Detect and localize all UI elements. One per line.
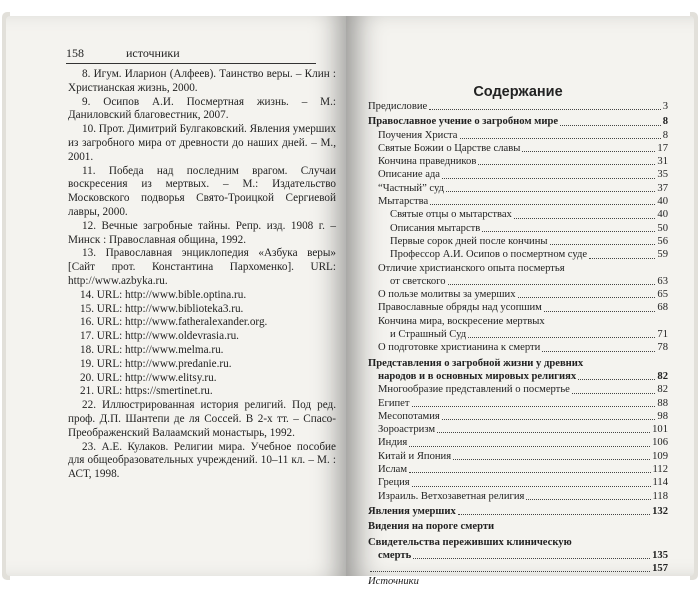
toc-page-number: 135 [652,549,668,561]
toc-page-number: 59 [657,249,668,261]
toc-leader-dots [589,258,655,259]
reference-item: 11. Победа над последним врагом. Случаи воскресения из мертвых. – М.: Издательство Московского подворья Свято-Троицкой Сергиевой лавры, 2000. [68,164,336,218]
toc-leader-dots [370,571,650,572]
reference-item: 20. URL: http://www.elitsy.ru. [80,371,217,384]
toc-entry[interactable] [368,505,668,518]
reference-item: 16. URL: http://www.fatheralexander.org. [80,316,268,329]
toc-entry[interactable] [368,370,668,383]
toc-entry-title: от светского [390,275,446,287]
toc-leader-dots [560,125,661,126]
toc-entry[interactable] [368,450,668,463]
toc-page-number: 3 [662,101,668,112]
toc-page-number: 50 [657,222,668,234]
toc-leader-dots [478,164,655,165]
toc-leader-dots [442,419,656,420]
toc-entry[interactable] [368,195,668,208]
toc-leader-dots [572,393,656,394]
toc-entry-title: Кончина праведников [378,156,477,168]
toc-entry[interactable] [368,328,668,341]
toc-leader-dots [409,446,650,447]
toc-entry[interactable] [368,155,668,168]
toc-entry-title: Египет [378,397,410,409]
toc-page-number: 106 [652,437,668,449]
toc-entry[interactable] [368,463,668,476]
reference-item: 8. Игум. Иларион (Алфеев). Таинство веры. – Клин : Христианская жизнь, 2000. [68,68,336,94]
toc-page-number: 56 [657,235,668,247]
reference-item: 13. Православная энциклопедия «Азбука веры» [Сайт прот. Константина Пархоменко]. URL: http://www.azbyka.ru. [68,247,336,287]
toc-page-number: 35 [657,169,668,181]
toc-entry[interactable] [368,301,668,314]
toc-entry-title: Описание ада [378,169,441,181]
toc-entry[interactable] [368,490,668,503]
toc-leader-dots [413,558,650,559]
toc-page-number: 37 [657,182,668,194]
reference-item: 18. URL: http://www.melma.ru. [80,343,224,356]
toc-leader-dots [482,231,655,232]
toc-leader-dots [460,138,661,139]
toc-leader-dots [550,244,656,245]
reference-item: 12. Вечные загробные тайны. Репр. изд. 1908 г. – Минск : Православная община, 1992. [68,219,336,246]
toc-leader-dots [446,191,655,192]
toc-page-number: 8 [662,129,668,141]
toc-entry-title: Представления о загробной жизни у древних [368,357,584,369]
running-head [66,46,316,64]
toc-page-number: 82 [657,384,668,396]
toc-entry-title: Отличие христианского опыта посмертья [378,262,565,274]
reference-item: 17. URL: http://www.oldevrasia.ru. [80,330,239,343]
toc-entry-title: Святые Божии о Царстве славы [378,142,521,154]
reference-item: 23. А.Е. Кулаков. Религии мира. Учебное пособие для общеобразовательных учреждений. 10–11 кл. – М. : АСТ, 1998. [68,440,336,481]
reference-item: 21. URL: https://smertinet.ru. [80,385,213,398]
toc-entry[interactable] [368,129,668,142]
toc-leader-dots [437,432,650,433]
toc-entry-title: Первые сорок дней после кончины [390,235,548,247]
toc-entry-title: Израиль. Ветхозаветная религия [378,490,525,502]
toc-entry[interactable] [368,549,668,562]
toc-entry[interactable] [368,410,668,423]
toc-entry-title: Греция [378,477,410,489]
toc-page-number: 8 [662,116,668,128]
reference-item: 14. URL: http://www.bible.optina.ru. [80,288,247,301]
toc-page-number: 40 [657,196,668,208]
toc-entry[interactable] [368,208,668,221]
toc-page-number: 31 [657,156,668,168]
toc-entry[interactable] [368,423,668,436]
toc-page-number: 114 [652,477,668,489]
toc-leader-dots [544,311,656,312]
toc-entry[interactable] [368,436,668,449]
toc-leader-dots [578,379,655,380]
toc-page-number: 82 [657,370,668,382]
toc-entry[interactable] [368,341,668,354]
references-list [68,68,336,482]
running-head-title: источники [126,46,180,60]
toc-entry[interactable] [368,520,668,533]
toc-leader-dots [442,178,655,179]
toc-leader-dots [518,297,656,298]
toc-entry[interactable] [368,383,668,396]
toc-entry[interactable] [368,562,668,575]
left-page [6,16,346,576]
reference-item: 15. URL: http://www.biblioteka3.ru. [80,302,244,315]
toc-page-number: 63 [657,275,668,287]
toc-leader-dots [430,204,655,205]
toc-entry[interactable] [368,575,668,588]
toc-page-number: 40 [657,209,668,221]
toc-entry[interactable] [368,182,668,195]
reference-item: 10. Прот. Димитрий Булгаковский. Явления умерших из загробного мира от древности до наших дней. – М., 2001. [68,123,336,163]
toc-page-number: 132 [652,505,668,517]
right-page [346,16,694,588]
toc-leader-dots [409,472,650,473]
toc-entry[interactable] [368,168,668,181]
open-book [6,6,694,588]
toc-entry[interactable] [368,536,668,549]
toc-entry-title: О пользе молитвы за умерших [378,289,516,301]
toc-entry-title: “Частный” суд [378,182,445,194]
toc-entry-title: Поучения Христа [378,129,458,141]
toc-title: Содержание [473,84,563,100]
toc-entry[interactable] [368,115,668,128]
toc-page-number: 109 [652,450,668,462]
toc-entry-title: Видения на пороге смерти [368,521,495,533]
toc-leader-dots [429,109,660,110]
toc-leader-dots [448,284,656,285]
toc-entry-title: смерть [378,549,412,561]
toc-entry-title: Зороастризм [378,424,436,436]
toc-entry[interactable] [368,222,668,235]
toc-entry[interactable] [368,357,668,370]
toc-entry-title: Православное учение о загробном мире [368,116,559,128]
toc-entry-title: Многообразие представлений о посмертье [378,384,570,396]
toc-entry[interactable] [368,262,668,275]
toc-entry[interactable] [368,288,668,301]
reference-item: 9. Осипов А.И. Посмертная жизнь. – М.: Даниловский благовестник, 2007. [68,95,336,122]
toc-entry[interactable] [368,275,668,288]
toc-page-number: 112 [652,464,668,476]
toc-entry-title: Кончина мира, воскресение мертвых [378,315,545,327]
toc-entry[interactable] [368,248,668,261]
table-of-contents [368,100,668,589]
toc-entry[interactable] [368,315,668,328]
toc-entry-title: Описания мытарств [390,222,481,234]
toc-page-number: 68 [657,302,668,314]
toc-entry[interactable] [368,142,668,155]
toc-leader-dots [458,514,650,515]
toc-entry-title: Источники [368,576,419,588]
toc-entry-title: Месопотамия [378,410,440,422]
page-number: 158 [66,46,84,60]
toc-entry-title: Индия [378,437,408,449]
toc-entry[interactable] [368,235,668,248]
toc-entry-title: Профессор А.И. Осипов о посмертном суде [390,249,588,261]
toc-leader-dots [468,337,655,338]
reference-item: 19. URL: http://www.predanie.ru. [80,357,232,370]
toc-leader-dots [526,499,650,500]
toc-leader-dots [542,351,655,352]
toc-page-number: 101 [652,424,668,436]
toc-entry-title: Православные обряды над усопшим [378,302,542,314]
toc-entry-title: народов и в основных мировых религиях [378,370,577,382]
toc-leader-dots [412,406,656,407]
toc-entry[interactable] [368,100,668,113]
reference-item: 22. Иллюстрированная история религий. Под ред. проф. Д.П. Шантепи де ля Соссей. В 2-х тт. – Спасо-Преображенский Валаамский монастырь, 1992. [68,399,336,439]
toc-entry-title: Предисловие [368,101,428,112]
toc-entry-title: Святые отцы о мытарствах [390,209,512,221]
toc-page-number: 65 [657,289,668,301]
toc-page-number: 98 [657,410,668,422]
toc-leader-dots [522,151,655,152]
toc-page-number: 78 [657,342,668,354]
toc-entry-title: Свидетельства переживших клиническую [368,536,572,548]
toc-page-number: 88 [657,397,668,409]
toc-page-number: 71 [657,329,668,341]
toc-page-number: 118 [652,490,668,502]
toc-entry-title: Китай и Япония [378,450,452,462]
toc-entry-title: Явления умерших [368,505,456,517]
toc-entry-title: и Страшный Суд [390,329,467,341]
toc-page-number: 17 [657,142,668,154]
toc-leader-dots [412,486,651,487]
toc-entry[interactable] [368,476,668,489]
toc-entry[interactable] [368,397,668,410]
toc-leader-dots [453,459,650,460]
toc-page-number: 157 [652,563,668,575]
toc-entry-title: Мытарства [378,196,429,208]
toc-entry-title: Ислам [378,464,408,476]
toc-entry-title: О подготовке христианина к смерти [378,342,541,354]
toc-leader-dots [514,218,656,219]
